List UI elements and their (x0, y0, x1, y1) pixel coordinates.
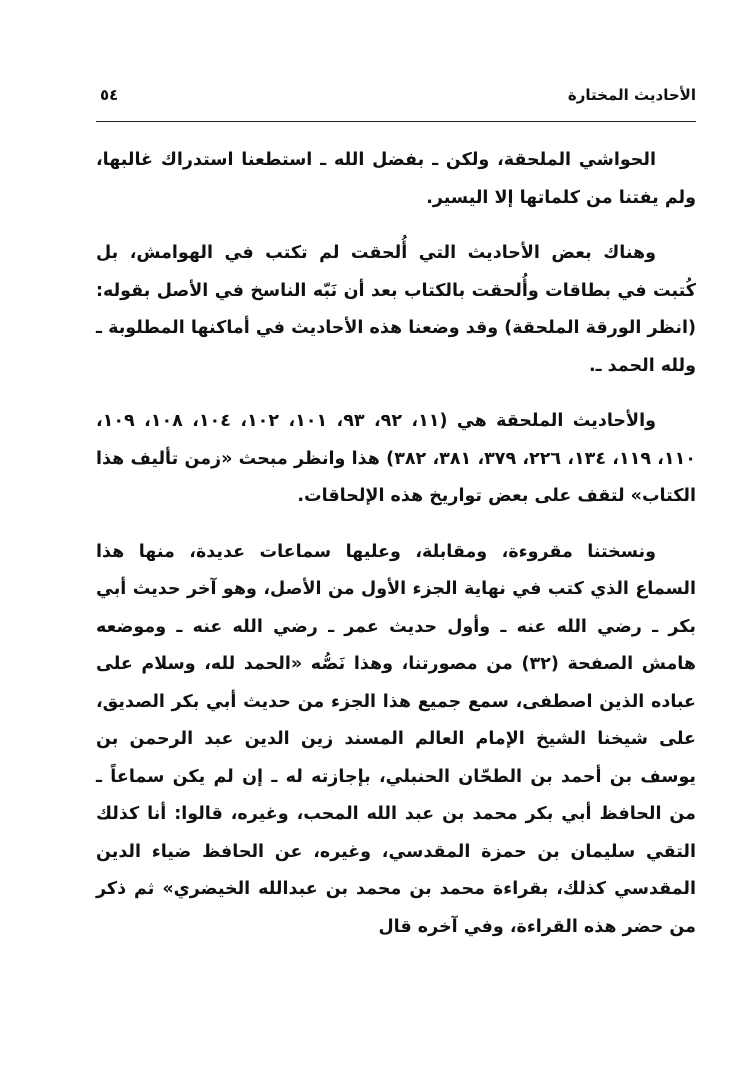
page-number: ٥٤ (100, 86, 119, 104)
page-header (96, 82, 696, 114)
paragraph-4: ونسختنا مقروءة، ومقابلة، وعليها سماعات عديدة، منها هذا السماع الذي كتب في نهاية الجزء الأول من الأصل، وهو آخر حديث أبي بكر ـ رضي الله عنه ـ وأول حديث عمر ـ رضي الله عنه ـ وموضعه هامش الصفحة (٣٢) من مصورتنا، وهذا نَصُّه «الحمد لله، وسلام على عباده الذين اصطفى، سمع جميع هذا الجزء من حديث أبي بكر الصديق، على شيخنا الشيخ الإمام العالم المسند زين الدين عبد الرحمن بن يوسف بن أحمد بن الطحّان الحنبلي، بإجازته له ـ إن لم يكن سماعاً ـ من الحافظ أبي بكر محمد بن عبد الله المحب، وغيره، قالوا: أنا كذلك التقي سليمان بن حمزة المقدسي، وغيره، عن الحافظ ضياء الدين المقدسي كذلك، بقراءة محمد بن محمد بن عبدالله الخيضري» ثم ذكر من حضر هذه القراءة، وفي آخره قال (96, 541, 696, 937)
body-text (96, 142, 696, 946)
running-title: الأحاديث المختارة (567, 86, 696, 104)
paragraph-2: وهناك بعض الأحاديث التي أُلحقت لم تكتب في الهوامش، بل كُتبت في بطاقات وأُلحقت بالكتاب بعد أن نَبّه الناسخ في الأصل بقوله: (انظر الورقة الملحقة) وقد وضعنا هذه الأحاديث في أماكنها المطلوبة ـ ولله الحمد ـ. (96, 243, 696, 376)
paragraph-1: الحواشي الملحقة، ولكن ـ بفضل الله ـ استطعنا استدراك غالبها، ولم يفتنا من كلماتها إلا اليسير. (96, 150, 696, 208)
header-rule (96, 121, 696, 122)
paragraph-3: والأحاديث الملحقة هي (١١، ٩٢، ٩٣، ١٠١، ١٠٢، ١٠٤، ١٠٨، ١٠٩، ١١٠، ١١٩، ١٣٤، ٢٢٦، ٣٧٩، ٣٨١، ٣٨٢) هذا وانظر مبحث «زمن تأليف هذا الكتاب» لتقف على بعض تواريخ هذه الإلحاقات. (96, 411, 696, 506)
document-page (96, 0, 696, 1083)
